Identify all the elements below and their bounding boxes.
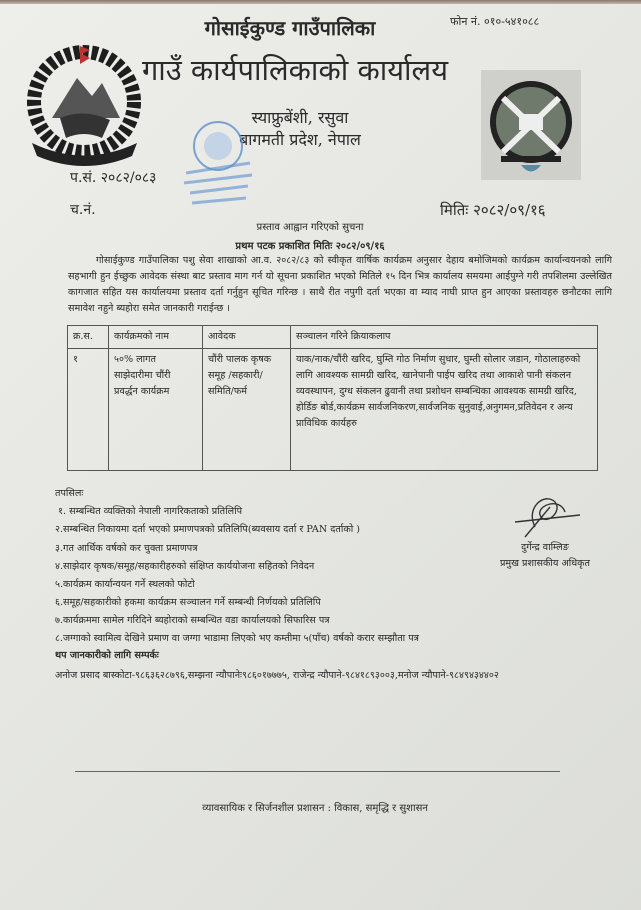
col-program-name: कार्यक्रमको नाम: [109, 326, 203, 349]
phone-number: फोन नं. ०१०-५४१०८८: [450, 15, 540, 28]
province-country: बागमती प्रदेश, नेपाल: [239, 130, 361, 149]
col-sn: क्र.स.: [68, 326, 109, 349]
office-name: गाउँ कार्यपालिकाको कार्यालय: [141, 53, 449, 87]
municipality-logo-icon: [481, 70, 581, 180]
reference-number: प.सं. २०८२/०८३: [70, 170, 157, 186]
contact-heading: थप जानकारीको लागि सम्पर्कः: [55, 650, 159, 661]
attachment-item: १. सम्बन्धित व्यक्तिको नेपाली नागरिकताको प्रतिलिपि: [58, 506, 243, 517]
municipality-logo: [481, 70, 581, 180]
notice-body: [68, 253, 612, 317]
nepal-emblem-icon: [22, 38, 147, 166]
attachment-item: २.सम्बन्धित निकायमा दर्ता भएको प्रमाणपत्रको प्रतिलिपि(ब्यवसाय दर्ता र PAN दर्ताको ): [55, 524, 360, 535]
footer-slogan: व्यावसायिक र सिर्जनशील प्रशासन : विकास, समृद्धि र सुशासन: [202, 803, 428, 814]
office-location: स्याफ्रुबेंशी, रसुवा: [251, 108, 349, 127]
attachment-item: ८.जग्गाको स्वामित्व देखिने प्रमाण वा जग्गा भाडामा लिएको भए कम्तीमा ५(पाँच) वर्षको करार सम्झौता पत्र: [55, 633, 419, 644]
signatory-name: दुर्गेन्द्र वाम्लिङ: [521, 542, 569, 553]
notice-publish-date: प्रथम पटक प्रकाशित मितिः २०८२/०९/१६: [235, 241, 385, 252]
notice-title: प्रस्ताव आह्वान गरिएको सुचना: [256, 222, 364, 233]
table-header-row: [68, 326, 598, 349]
attachments-heading: तपसिलः: [55, 488, 84, 499]
contact-list: अनोज प्रसाद बास्कोटा-९८६३६२८७९६,सम्झना न्यौपानेः९८६०१७७७५, राजेन्द्र न्यौपाने-९८४१८९३००३,मनोज न्यौपाने-९८४९४३४४०२: [55, 670, 499, 681]
cell-sn: १: [68, 349, 109, 471]
signatory-title: प्रमुख प्रशासकीय अधिकृत: [499, 558, 591, 569]
attachment-item: ७.कार्यक्रममा सामेल गरिदिने ब्यहोराको सम्बन्धित वडा कार्यालयको सिफारिस पत्र: [55, 615, 330, 626]
cell-applicant: चौंरी पालक कृषक समूह /सहकारी/समिति/फर्म: [203, 349, 291, 471]
municipality-name: गोसाईकुण्ड गाउँपालिका: [204, 16, 376, 40]
col-activities: सञ्चालन गरिने क्रियाकलाप: [291, 326, 598, 349]
cell-program-name: ५०% लागत साझेदारीमा चौंरी प्रवर्द्धन कार्यक्रम: [109, 349, 203, 471]
office-stamp-icon: [178, 118, 258, 210]
signature-icon: [505, 487, 590, 542]
notice-body-text: गोसाईकुण्ड गाउँपालिका पशु सेवा शाखाको आ.व. २०८२/८३ को स्वीकृत वार्षिक कार्यक्रम अनुसार देहाय बमोजिमको कार्यक्रम कार्यान्वयनको लागि सहभागी हुन ईच्छुक आवेदक संस्था बाट प्रस्ताव माग गर्न यो सूचना प्रकाशित भएको मितिले १५ दिन भित्र कार्यालय समयमा आईपुग्ने गरी तपशिलमा उल्लेखित कागजात सहित यस कार्यालयमा प्रस्ताव दर्ता गर्नुहुन सूचित गरिन्छ । साथै रीत नपुगी दर्ता भएका वा म्याद नाघी प्राप्त हुन आएका प्रस्तावहरु छनौटका लागि समावेश नहुने ब्यहोरा समेत जानकारी गराईन्छ ।: [68, 255, 612, 314]
program-table: [67, 325, 598, 471]
cell-activities: याक/नाक/चौंरी खरिद, घुम्ति गोठ निर्माण सुधार, घुम्ती सोलार जडान, गोठालाहरुको लागि आवश्यक सामग्री खरिद, खानेपानी पाईप खरिद तथा आकाशे पानी संकलन व्यवस्थापन, दुग्ध संकलन ढुवानी तथा प्रशोधन सम्बन्धिका आवश्यक सामग्री खरिद, होर्डिङ बोर्ड,कार्यक्रम सार्वजनिकरण,सार्वजनिक सुनुवाई,अनुगमन,प्रतिवेदन र अन्य प्राविधिक कार्यहरु: [291, 349, 598, 471]
attachment-item: ५.कार्यक्रम कार्यान्वयन गर्ने स्थलको फोटो: [55, 579, 195, 590]
dispatch-number: च.नं.: [70, 202, 96, 218]
attachment-item: ६.समूह/सहकारीको हकमा कार्यक्रम सञ्चालन गर्ने सम्बन्धी निर्णयको प्रतिलिपि: [55, 597, 321, 608]
col-applicant: आवेदक: [203, 326, 291, 349]
letter-date: मितिः २०८२/०९/१६: [440, 201, 546, 219]
footer-divider: [75, 771, 560, 772]
table-row: [68, 349, 598, 471]
attachment-item: ३.गत आर्थिक वर्षको कर चुक्ता प्रमाणपत्र: [55, 543, 198, 554]
attachment-item: ४.साझेदार कृषक/समूह/सहकारीहरुको संक्षिप्त कार्ययोजना सहितको निवेदन: [55, 561, 315, 572]
